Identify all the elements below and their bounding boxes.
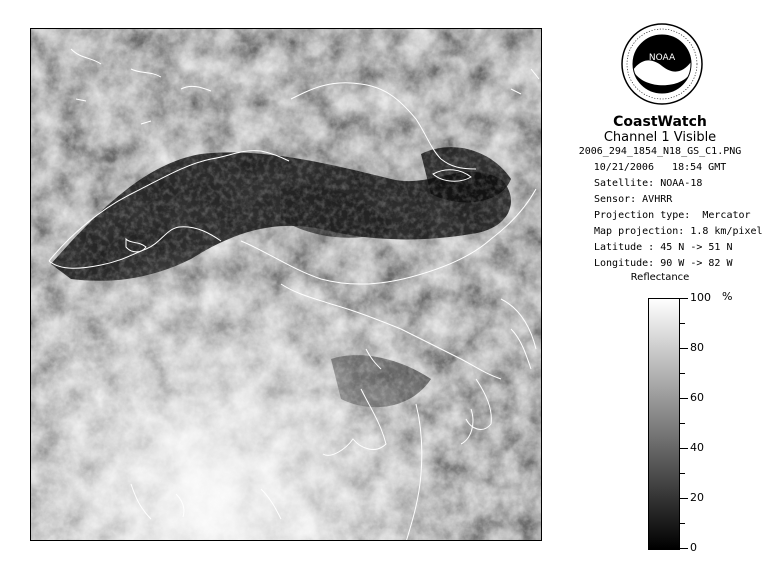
colorbar-tick [680,398,688,399]
date: 10/21/2006 [593,162,654,173]
file-name: 2006_294_1854_N18_GS_C1.PNG [578,146,742,157]
satellite-imagery [31,29,542,541]
map-projection-label: Map projection: 1.8 km/pixel [594,226,763,237]
channel-subtitle: Channel 1 Visible [603,130,717,145]
logo-text: NOAA [648,53,676,63]
colorbar-tick [680,348,688,349]
colorbar-tick-label: 40 [690,441,704,454]
satellite-image [30,28,542,541]
projection-type-label: Projection type: Mercator [594,210,751,221]
date-time [560,162,760,173]
longitude-label: Longitude: 90 W -> 82 W [594,258,733,269]
colorbar-tick-label: 0 [690,541,697,554]
time: 18:54 GMT [672,162,727,173]
satellite-label: Satellite: NOAA-18 [594,178,703,189]
colorbar-tick-label: 20 [690,491,704,504]
colorbar-tick [680,448,688,449]
colorbar-tick-label: 100 [690,291,711,304]
sensor-label: Sensor: AVHRR [594,194,673,205]
colorbar-unit: % [722,290,733,303]
colorbar-tick-label: 60 [690,391,704,404]
colorbar-tick [680,498,688,499]
colorbar-tick [680,473,685,474]
product-title: CoastWatch [613,114,707,130]
latitude-label: Latitude : 45 N -> 51 N [594,242,733,253]
reflectance-colorbar [648,298,680,550]
colorbar-tick [680,298,688,299]
noaa-logo-icon [620,22,704,106]
colorbar-tick [680,548,688,549]
colorbar-tick [680,523,685,524]
colorbar-tick [680,323,685,324]
colorbar-title: Reflectance [630,272,690,283]
colorbar-tick [680,373,685,374]
colorbar-tick [680,423,685,424]
colorbar-tick-label: 80 [690,341,704,354]
